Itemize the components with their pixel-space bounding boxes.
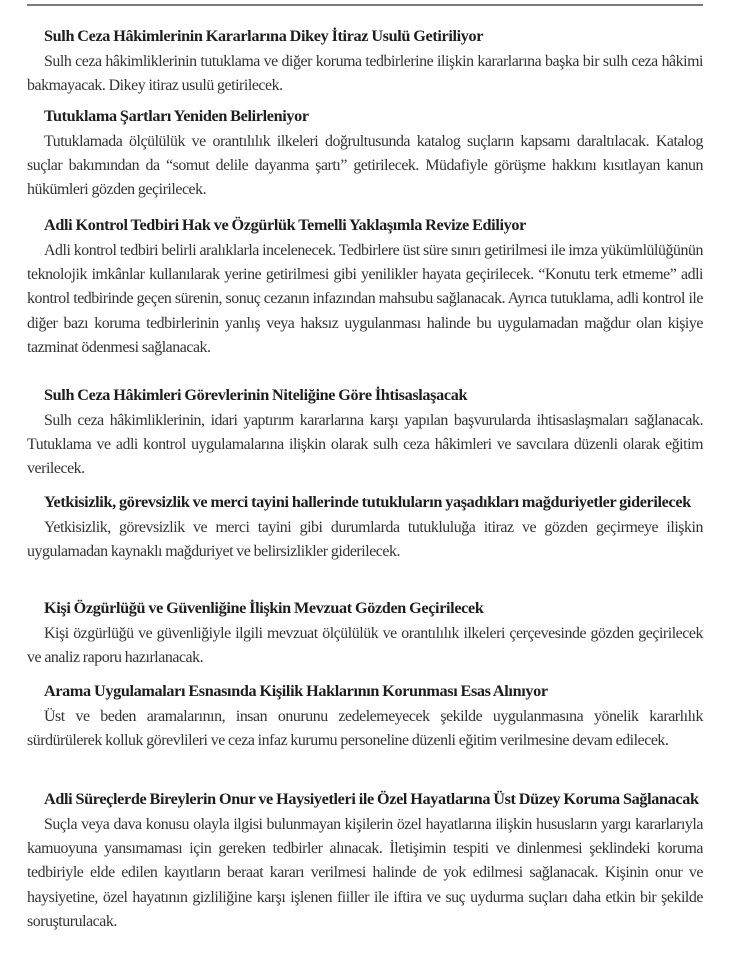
section-body: Kişi özgürlüğü ve güvenliğiyle ilgili mevzuat ölçülülük ve orantılılık ilkeleri çerçevesinde gözden geçirilecek ve analiz raporu hazırlanacak. <box>27 625 703 667</box>
section-ihtisaslasma <box>27 383 703 482</box>
section-heading: Tutuklama Şartları Yeniden Belirleniyor <box>44 107 309 125</box>
section-heading: Kişi Özgürlüğü ve Güvenliğine İlişkin Mevzuat Gözden Geçirilecek <box>44 599 484 617</box>
section-arama-uygulamalari <box>27 679 703 753</box>
section-body: Yetkisizlik, görevsizlik ve merci tayini gibi durumlarda tutukluluğa itiraz ve gözden geçirmeye ilişkin uygulamadan kaynaklı mağduriyet ve belirsizlikler giderilecek. <box>27 519 703 561</box>
section-body: Adli kontrol tedbiri belirli aralıklarla incelenecek. Tedbirlere üst süre sınırı getirilmesi ile imza yükümlülüğünün teknolojik imkânlar kullanılarak yerine getirilmesi gibi yenilikler hayata geçirilecek. “Konutu terk etmeme” adli kontrol tedbirinde geçen sürenin, sonuç cezanın infazından mahsubu sağlanacak. Ayrıca tutuklama, adli kontrol ile diğer bazı koruma tedbirlerinin yanlış veya haksız uygulanması halinde bu uygulamadan mağdur olan kişiye tazminat ödenmesi sağlanacak. <box>27 242 703 356</box>
section-dikey-itiraz <box>27 24 703 98</box>
section-heading: Arama Uygulamaları Esnasında Kişilik Haklarının Korunması Esas Alınıyor <box>44 682 548 700</box>
section-body: Suçla veya dava konusu olayla ilgisi bulunmayan kişilerin özel hayatlarına ilişkin hususların yargı kararlarıyla kamuoyuna yansımaması için gereken tedbirler alınacak. İletişimin tespiti ve dinlenmesi şeklindeki koruma tedbiriyle elde edilen kayıtların beraat kararı verilmesi halinde de yok edilmesi sağlanacak. Kişinin onur ve haysiyetine, özel hayatının gizliliğine karşı işlenen fiiller ile iftira ve suç uydurma suçları daha etkin bir şekilde soruşturulacak. <box>27 816 703 930</box>
section-body: Üst ve beden aramalarının, insan onurunu zedelemeyecek şekilde uygulanmasına yönelik kararlılık sürdürülerek kolluk görevlileri ve ceza infaz kurumu personeline düzenli eğitim verilmesine devam edilecek. <box>27 708 703 750</box>
section-kisi-ozgurlugu <box>27 596 703 670</box>
section-yetkisizlik <box>27 490 703 564</box>
top-rule-divider <box>27 4 703 6</box>
section-heading: Adli Süreçlerde Bireylerin Onur ve Haysiyetleri ile Özel Hayatlarına Üst Düzey Koruma Sağlanacak <box>44 790 699 808</box>
section-body: Tutuklamada ölçülülük ve orantılılık ilkeleri doğrultusunda katalog suçların kapsamı daraltılacak. Katalog suçlar bakımından da “somut delile dayanma şartı” getirilecek. Müdafiyle görüşme hakkını kısıtlayan kanun hükümleri gözden geçirilecek. <box>27 133 703 199</box>
section-heading: Yetkisizlik, görevsizlik ve merci tayini hallerinde tutukluların yaşadıkları mağduriyetler giderilecek <box>44 493 691 511</box>
section-body: Sulh ceza hâkimliklerinin tutuklama ve diğer koruma tedbirlerine ilişkin kararlarına başka bir sulh ceza hâkimi bakmayacak. Dikey itiraz usulü getirilecek. <box>27 53 703 95</box>
section-tutuklama-sartlari <box>27 104 703 203</box>
section-adli-kontrol <box>27 213 703 360</box>
section-body: Sulh ceza hâkimliklerinin, idari yaptırım kararlarına karşı yapılan başvurularda ihtisaslaşmaları sağlanacak. Tutuklama ve adli kontrol uygulamalarına ilişkin olarak sulh ceza hâkimleri ve savcılara düzenli olarak eğitim verilecek. <box>27 412 703 478</box>
section-heading: Sulh Ceza Hâkimlerinin Kararlarına Dikey İtiraz Usulü Getiriliyor <box>44 27 484 45</box>
section-ozel-hayat <box>27 787 703 934</box>
section-heading: Sulh Ceza Hâkimleri Görevlerinin Niteliğine Göre İhtisaslaşacak <box>44 386 468 404</box>
section-heading: Adli Kontrol Tedbiri Hak ve Özgürlük Temelli Yaklaşımla Revize Ediliyor <box>44 216 526 234</box>
